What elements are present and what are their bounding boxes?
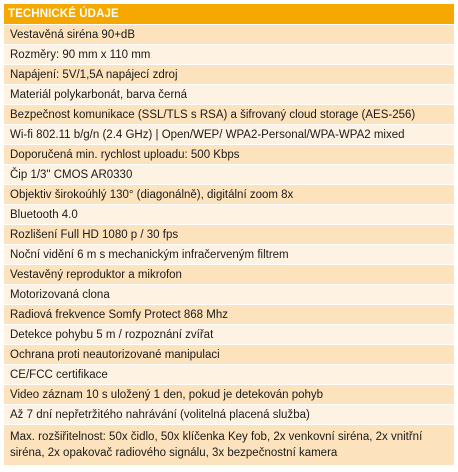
spec-night-vision: Noční vidění 6 m s mechanickým infračerveným filtrem [4, 245, 455, 265]
table-row [4, 85, 455, 105]
table-row [4, 365, 455, 385]
table-row [4, 205, 455, 225]
spec-video-recording: Video záznam 10 s uložený 1 den, pokud je detekován pohyb [4, 385, 455, 405]
spec-material: Materiál polykarbonát, barva černá [4, 85, 455, 105]
spec-wifi: Wi-fi 802.11 b/g/n (2.4 GHz) | Open/WEP/ WPA2-Personal/WPA-WPA2 mixed [4, 125, 455, 145]
table-row [4, 125, 455, 145]
spec-dimensions: Rozměry: 90 mm x 110 mm [4, 45, 455, 65]
table-row [4, 165, 455, 185]
spec-continuous-recording: Až 7 dní nepřetržitého nahrávání (volitelná placená služba) [4, 405, 455, 425]
spec-certification: CE/FCC certifikace [4, 365, 455, 385]
table-row [4, 385, 455, 405]
table-row [4, 265, 455, 285]
table-row [4, 305, 455, 325]
table-title: TECHNICKÉ ÚDAJE [4, 4, 455, 25]
table-row [4, 325, 455, 345]
spec-siren: Vestavěná siréna 90+dB [4, 25, 455, 45]
table-row [4, 285, 455, 305]
table-row [4, 345, 455, 365]
technical-specs-table [3, 3, 455, 466]
spec-audio: Vestavěný reproduktor a mikrofon [4, 265, 455, 285]
spec-upload: Doporučená min. rychlost uploadu: 500 Kbps [4, 145, 455, 165]
spec-security: Bezpečnost komunikace (SSL/TLS s RSA) a šifrovaný cloud storage (AES-256) [4, 105, 455, 125]
spec-tamper: Ochrana proti neautorizované manipulaci [4, 345, 455, 365]
spec-shutter: Motorizovaná clona [4, 285, 455, 305]
table-row [4, 45, 455, 65]
spec-lens: Objektiv širokoúhlý 130° (diagonálně), digitální zoom 8x [4, 185, 455, 205]
table-row [4, 225, 455, 245]
table-row [4, 65, 455, 85]
spec-radio: Radiová frekvence Somfy Protect 868 Mhz [4, 305, 455, 325]
spec-expandability: Max. rozšiřitelnost: 50x čidlo, 50x klíčenka Key fob, 2x venkovní siréna, 2x vnitřní siréna, 2x opakovač radiového signálu, 3x bezpečnostní kamera [4, 425, 455, 466]
table-row [4, 25, 455, 45]
spec-motion: Detekce pohybu 5 m / rozpoznání zvířat [4, 325, 455, 345]
table-row [4, 405, 455, 425]
table-row [4, 425, 455, 466]
spec-bluetooth: Bluetooth 4.0 [4, 205, 455, 225]
table-header-row [4, 4, 455, 25]
spec-chip: Čip 1/3" CMOS AR0330 [4, 165, 455, 185]
table-row [4, 145, 455, 165]
table-row [4, 105, 455, 125]
spec-power: Napájení: 5V/1,5A napájecí zdroj [4, 65, 455, 85]
table-row [4, 245, 455, 265]
table-body [4, 25, 455, 466]
table-row [4, 185, 455, 205]
spec-resolution: Rozlišení Full HD 1080 p / 30 fps [4, 225, 455, 245]
